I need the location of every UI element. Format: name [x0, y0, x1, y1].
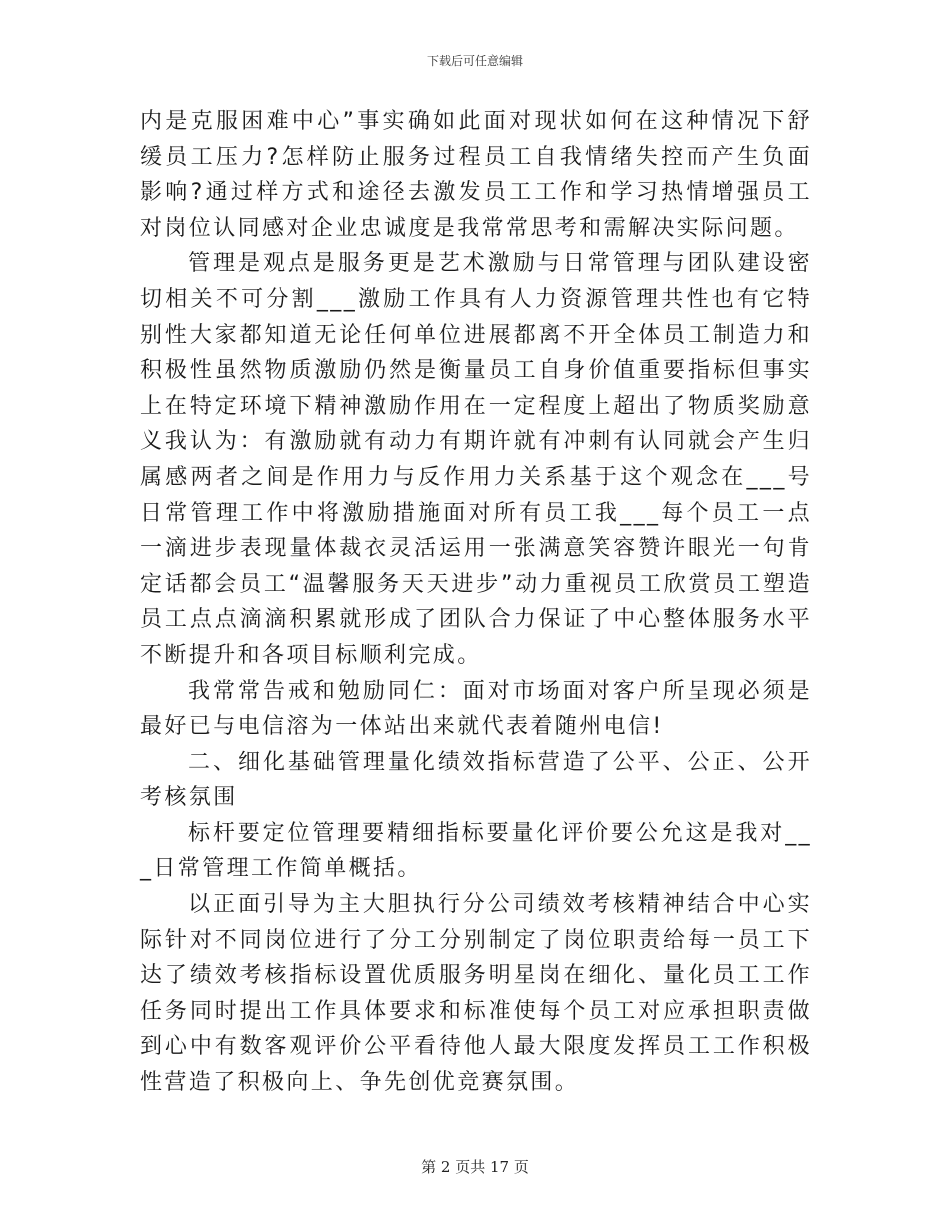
paragraph: 内是克服困难中心”事实确如此面对现状如何在这种情况下舒缓员工压力?怎样防止服务过程员工自我情绪失控而产生负面影响?通过样方式和途径去激发员工工作和学习热情增强员工对岗位认同感对企业忠诚度是我常常思考和需解决实际问题。: [140, 109, 812, 241]
document-body: [140, 104, 812, 1101]
page-number: 第 2 页共 17 页: [421, 1158, 529, 1176]
paragraph: 管理是观点是服务更是艺术激励与日常管理与团队建设密切相关不可分割___激励工作具有人力资源管理共性也有它特别性大家都知道无论任何单位进展都离不开全体员工制造力和积极性虽然物质激励仍然是衡量员工自身价值重要指标但事实上在特定环境下精神激励作用在一定程度上超出了物质奖励意义我认为：有激励就有动力有期许就有冲刺有认同就会产生归属感两者之间是作用力与反作用力关系基于这个观念在___号日常管理工作中将激励措施面对所有员工我___每个员工一点一滴进步表现量体裁衣灵活运用一张满意笑容赞许眼光一句肯定话都会员工“温馨服务天天进步”动力重视员工欣赏员工塑造员工点点滴滴积累就形成了团队合力保证了中心整体服务水平不断提升和各项目标顺利完成。: [140, 251, 812, 668]
section-heading: 二、细化基础管理量化绩效指标营造了公平、公正、公开考核氛围: [140, 749, 812, 811]
page-header: 下载后可任意编辑: [426, 54, 523, 68]
paragraph: 我常常告戒和勉励同仁：面对市场面对客户所呈现必须是最好已与电信溶为一体站出来就代表着随州电信!: [140, 678, 812, 740]
paragraph: 标杆要定位管理要精细指标要量化评价要公允这是我对___日常管理工作简单概括。: [140, 820, 812, 882]
paragraph: 以正面引导为主大胆执行分公司绩效考核精神结合中心实际针对不同岗位进行了分工分别制定了岗位职责给每一员工下达了绩效考核指标设置优质服务明星岗在细化、量化员工工作任务同时提出工作具体要求和标准使每个员工对应承担职责做到心中有数客观评价公平看待他人最大限度发挥员工工作积极性营造了积极向上、争先创优竞赛氛围。: [140, 892, 812, 1096]
